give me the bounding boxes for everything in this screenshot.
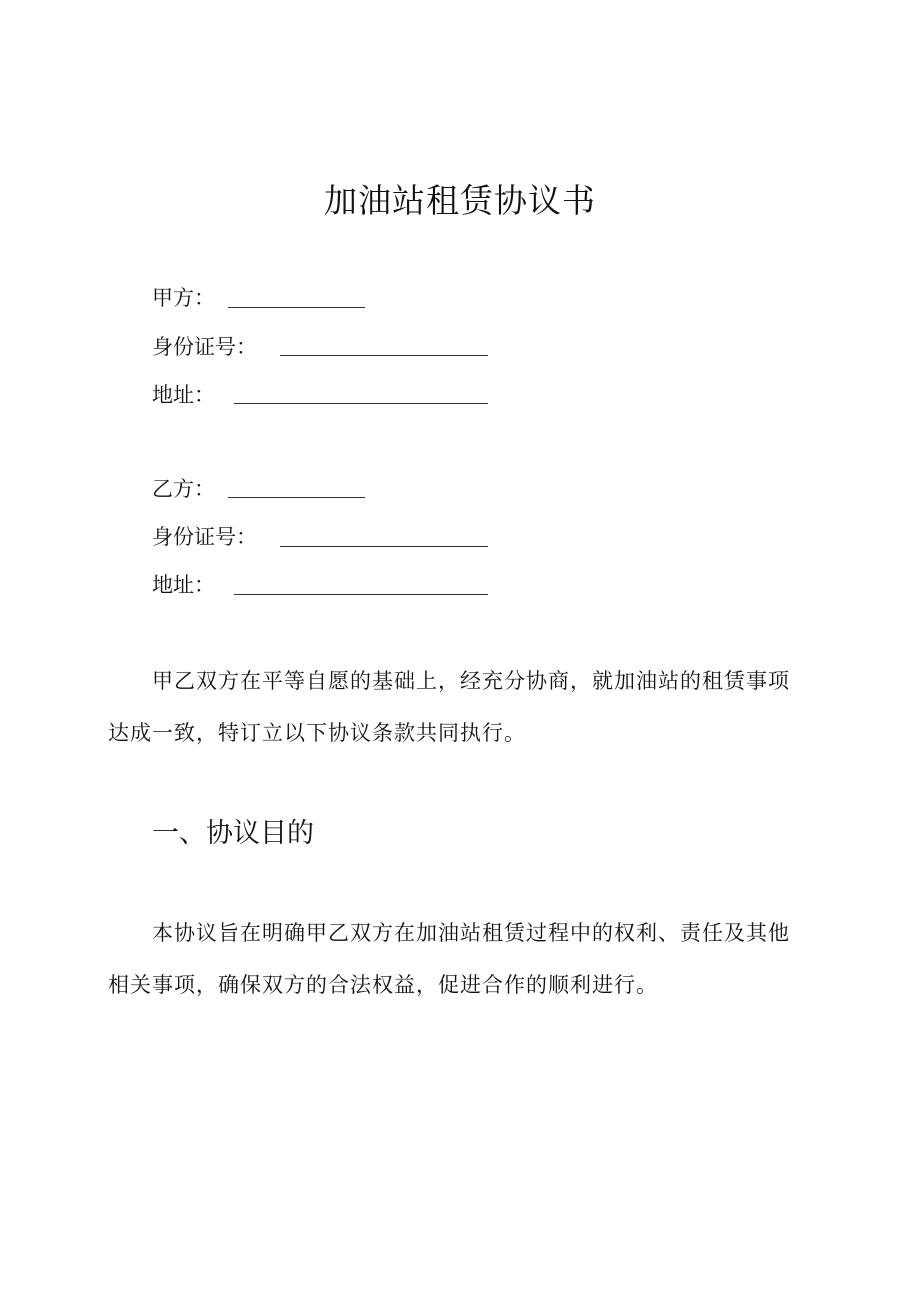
party-a-name-field xyxy=(152,282,215,314)
section-heading: 一、协议目的 xyxy=(152,818,314,849)
section-body: 本协议旨在明确甲乙双方在加油站租赁过程中的权利、责任及其他相关事项，确保双方的合法权益，促进合作的顺利进行。 xyxy=(108,921,790,997)
party-b-address-label: 地址： xyxy=(152,573,215,597)
party-a-id-blank[interactable] xyxy=(280,355,488,356)
party-b-id-label: 身份证号： xyxy=(152,525,257,549)
party-a-id-label: 身份证号： xyxy=(152,335,257,359)
party-b-name-blank[interactable] xyxy=(228,497,365,498)
party-b-name-label: 乙方： xyxy=(152,477,215,501)
party-a-address-field xyxy=(152,379,215,411)
document-title: 加油站租赁协议书 xyxy=(324,181,596,220)
intro-paragraph: 甲乙双方在平等自愿的基础上，经充分协商，就加油站的租赁事项达成一致，特订立以下协议条款共同执行。 xyxy=(108,669,790,745)
party-b-id-field xyxy=(152,521,257,553)
party-b-address-blank[interactable] xyxy=(234,594,488,595)
party-a-id-field xyxy=(152,331,257,363)
party-a-name-blank[interactable] xyxy=(228,307,365,308)
party-a-address-blank[interactable] xyxy=(234,403,488,404)
party-b-address-field xyxy=(152,569,215,601)
party-b-id-blank[interactable] xyxy=(280,546,488,547)
party-b-name-field xyxy=(152,473,215,505)
party-a-name-label: 甲方： xyxy=(152,286,215,310)
party-a-address-label: 地址： xyxy=(152,383,215,407)
